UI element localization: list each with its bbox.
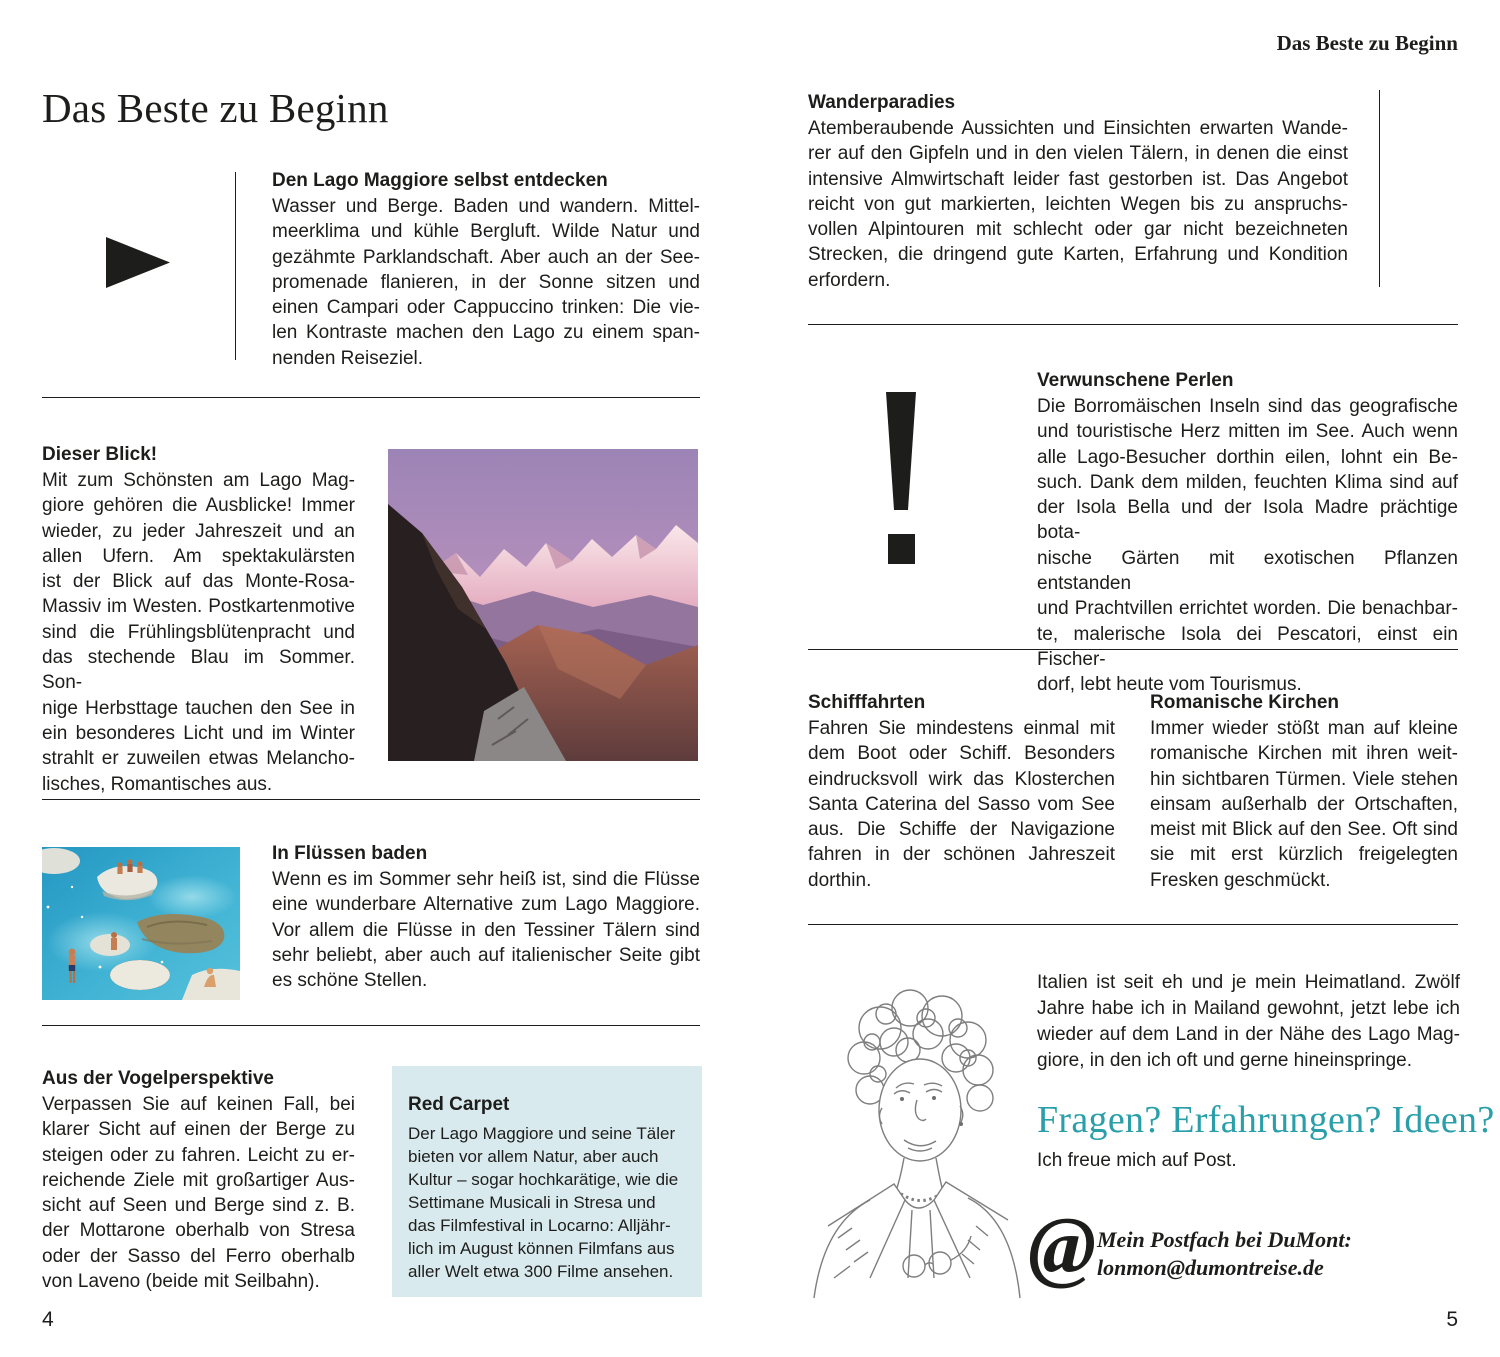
cta-sub: Ich freue mich auf Post. bbox=[1037, 1150, 1237, 1171]
text-line: von Laveno (beide mit Seilbahn). bbox=[42, 1271, 320, 1293]
red-carpet-paragraph bbox=[408, 1122, 686, 1283]
text-line: aus. Die Schiffe der Navigazione bbox=[808, 819, 1115, 841]
text-line: Wasser und Berge. Baden und wandern. Mittel- bbox=[272, 196, 700, 217]
contact-line-2: lonmon@dumontreise.de bbox=[1097, 1255, 1324, 1280]
contact-line-1: Mein Postfach bei DuMont: bbox=[1097, 1227, 1352, 1252]
intro-paragraph bbox=[272, 194, 700, 371]
perlen-heading: Verwunschene Perlen bbox=[1037, 370, 1234, 391]
dieser-blick-heading: Dieser Blick! bbox=[42, 444, 158, 465]
section-rule bbox=[808, 924, 1458, 925]
wanderparadies-section bbox=[808, 90, 1348, 293]
kirchen-section bbox=[1150, 690, 1458, 893]
text-line: len Kontraste machen den Lago zu einem span- bbox=[272, 322, 700, 344]
fluessen-heading: In Flüssen baden bbox=[272, 843, 428, 864]
text-line: sicht auf Seen und Berge sind z. B. bbox=[42, 1195, 355, 1217]
text-line: hin sichtbaren Türmen. Viele stehen bbox=[1150, 768, 1458, 790]
margin-rule bbox=[1379, 90, 1380, 287]
text-line: wieder, zu jeder Jahreszeit und an bbox=[42, 520, 355, 542]
intro-section bbox=[272, 168, 700, 371]
text-line: das Filmfestival in Locarno: Alljähr- bbox=[408, 1216, 671, 1235]
text-line: Mit zum Schönsten am Lago Mag- bbox=[42, 470, 355, 491]
vogelperspektive-paragraph bbox=[42, 1092, 355, 1294]
kirchen-heading: Romanische Kirchen bbox=[1150, 692, 1339, 713]
text-line: Die Borromäischen Inseln sind das geografische bbox=[1037, 396, 1458, 417]
text-line: Fahren Sie mindestens einmal mit bbox=[808, 718, 1115, 739]
text-line: erfordern. bbox=[808, 269, 891, 291]
author-portrait-sketch bbox=[808, 948, 1026, 1300]
section-rule bbox=[42, 1025, 700, 1026]
play-arrow-icon bbox=[106, 237, 170, 288]
page-number-right: 5 bbox=[1446, 1308, 1458, 1331]
text-line: klarer Sicht auf einen der Berge zu bbox=[42, 1119, 355, 1141]
text-line: Massiv im Westen. Postkartenmotive bbox=[42, 596, 355, 618]
text-line: Santa Caterina del Sasso vom See bbox=[808, 793, 1115, 815]
dieser-blick-paragraph bbox=[42, 468, 355, 797]
dieser-blick-section bbox=[42, 442, 355, 797]
text-line: dem Boot oder Schiff. Besonders bbox=[808, 743, 1115, 765]
text-line: vollen Alpintouren mit schlecht oder gar nicht bezeichneten bbox=[808, 219, 1348, 241]
cta-heading: Fragen? Erfahrungen? Ideen? bbox=[1037, 1099, 1495, 1141]
at-icon: @ bbox=[1028, 1200, 1097, 1291]
text-line: lisches, Romantisches aus. bbox=[42, 773, 273, 795]
text-line: Immer wieder stößt man auf kleine bbox=[1150, 718, 1458, 739]
page-number-left: 4 bbox=[42, 1308, 54, 1331]
text-line: Settimane Musicali in Stresa und bbox=[408, 1193, 656, 1212]
text-line: Kultur – sogar hochkarätige, wie die bbox=[408, 1170, 679, 1189]
exclamation-icon bbox=[884, 392, 918, 568]
intro-heading: Den Lago Maggiore selbst entdecken bbox=[272, 170, 608, 191]
kirchen-paragraph bbox=[1150, 716, 1458, 893]
red-carpet-heading: Red Carpet bbox=[408, 1094, 510, 1115]
intro-divider-rule bbox=[235, 172, 236, 360]
vogelperspektive-heading: Aus der Vogelperspektive bbox=[42, 1068, 274, 1089]
text-line: aller Welt etwa 300 Filme ansehen. bbox=[408, 1262, 674, 1281]
text-line: ist der Blick auf das Monte-Rosa- bbox=[42, 571, 355, 593]
text-line: Italien ist seit eh und je mein Heimatland. Zwölf bbox=[1037, 972, 1460, 993]
text-line: allen Ufern. Am spektakulärsten bbox=[42, 545, 355, 567]
schifffahrten-paragraph bbox=[808, 716, 1115, 893]
text-line: Jahre habe ich in Mailand gewohnt, jetzt lebe ich bbox=[1037, 998, 1460, 1019]
contact-block bbox=[1097, 1226, 1352, 1282]
text-line: oder der Sasso del Ferro oberhalb bbox=[42, 1245, 355, 1267]
wanderparadies-paragraph bbox=[808, 116, 1348, 293]
text-line: fahren in der schönen Jahreszeit bbox=[808, 844, 1115, 866]
text-line: giore gehören die Ausblicke! Immer bbox=[42, 495, 355, 517]
text-line: der Isola Bella und der Isola Madre prächtige bota- bbox=[1037, 497, 1458, 544]
text-line: alle Lago-Besucher dorthin eilen, lohnt ein Be- bbox=[1037, 446, 1458, 468]
text-line: sehr beliebt, aber auch auf italienischer Seite gibt bbox=[272, 944, 700, 966]
text-line: intensive Almwirtschaft leider fast gestorben ist. Das Angebot bbox=[808, 168, 1348, 190]
text-line: promenade flanieren, in der Sonne sitzen und bbox=[272, 271, 700, 293]
text-line: giore, in den ich oft und gerne hineinspringe. bbox=[1037, 1050, 1412, 1071]
section-rule bbox=[808, 324, 1458, 325]
text-line: eindrucksvoll wirk das Klosterchen bbox=[808, 768, 1115, 790]
text-line: es schöne Stellen. bbox=[272, 970, 428, 992]
wanderparadies-heading: Wanderparadies bbox=[808, 92, 956, 113]
text-line: Atemberaubende Aussichten und Einsichten erwarten Wande- bbox=[808, 118, 1348, 139]
text-line: Verpassen Sie auf keinen Fall, bei bbox=[42, 1094, 355, 1115]
text-line: Strecken, die dringend gute Karten, Erfahrung und Kondition bbox=[808, 244, 1348, 266]
page-title: Das Beste zu Beginn bbox=[42, 85, 389, 131]
alpenglow-mountain-photo bbox=[388, 449, 698, 761]
text-line: reichende Ziele mit großartiger Aus- bbox=[42, 1169, 355, 1191]
text-line: lich im August können Filmfans aus bbox=[408, 1239, 675, 1258]
text-line: such. Dank dem milden, feuchten Klima sind auf bbox=[1037, 471, 1458, 493]
section-rule bbox=[808, 649, 1458, 650]
text-line: wieder auf dem Land in der Nähe des Lago Mag- bbox=[1037, 1024, 1460, 1045]
text-line: eine wunderbare Alternative zum Lago Maggiore. bbox=[272, 894, 700, 916]
text-line: Der Lago Maggiore und seine Täler bbox=[408, 1124, 676, 1143]
text-line: nenden Reiseziel. bbox=[272, 347, 424, 369]
text-line: einsam außerhalb der Ortschaften, bbox=[1150, 793, 1458, 815]
section-rule bbox=[42, 397, 700, 398]
text-line: bieten vor allem Natur, aber auch bbox=[408, 1147, 659, 1166]
text-line: gezähmte Parklandschaft. Aber auch an der See- bbox=[272, 246, 700, 268]
text-line: dorf, lebt heute vom Tourismus. bbox=[1037, 674, 1302, 696]
red-carpet-box bbox=[392, 1066, 702, 1297]
text-line: strahlt er zuweilen etwas Melancho- bbox=[42, 748, 355, 770]
text-line: einen Campari oder Cappuccino trinken: Die vie- bbox=[272, 297, 700, 319]
text-line: sind die Frühlingsblütenpracht und bbox=[42, 621, 355, 643]
vogelperspektive-section bbox=[42, 1066, 355, 1294]
text-line: ein besonderes Licht und im Winter bbox=[42, 722, 355, 744]
text-line: Vor allem die Flüsse in den Tessiner Tälern sind bbox=[272, 919, 700, 941]
perlen-paragraph bbox=[1037, 394, 1458, 698]
text-line: und Prachtvillen errichtet worden. Die benachbar- bbox=[1037, 598, 1458, 620]
fluessen-section bbox=[272, 841, 700, 993]
author-paragraph bbox=[1037, 970, 1460, 1074]
text-line: und touristische Herz mitten im See. Auch wenn bbox=[1037, 421, 1458, 443]
schifffahrten-section bbox=[808, 690, 1115, 893]
text-line: das stechende Blau im Sommer. Son- bbox=[42, 647, 355, 694]
text-line: Wenn es im Sommer sehr heiß ist, sind die Flüsse bbox=[272, 869, 700, 890]
text-line: meist mit Blick auf den See. Oft sind bbox=[1150, 819, 1458, 841]
text-line: reicht von gut markierten, leichten Wegen bis zu anspruchs- bbox=[808, 193, 1348, 215]
text-line: steigen oder zu fahren. Leicht zu er- bbox=[42, 1144, 355, 1166]
fluessen-paragraph bbox=[272, 867, 700, 993]
section-rule bbox=[42, 799, 700, 800]
text-line: rer auf den Gipfeln und in den vielen Tälern, in denen die einst bbox=[808, 143, 1348, 165]
text-line: Fresken geschmückt. bbox=[1150, 869, 1331, 891]
schifffahrten-heading: Schifffahrten bbox=[808, 692, 926, 713]
text-line: der Mottarone oberhalb von Stresa bbox=[42, 1220, 355, 1242]
river-bathing-photo bbox=[42, 847, 240, 1000]
text-line: dorthin. bbox=[808, 869, 872, 891]
text-line: te, malerische Isola dei Pescatori, einst ein Fischer- bbox=[1037, 623, 1458, 670]
text-line: nische Gärten mit exotischen Pflanzen entstanden bbox=[1037, 547, 1458, 595]
text-line: romanische Kirchen mit ihren weit- bbox=[1150, 743, 1458, 765]
text-line: meerklima und kühle Bergluft. Wilde Natur und bbox=[272, 221, 700, 243]
running-head: Das Beste zu Beginn bbox=[1276, 31, 1458, 55]
text-line: nige Herbsttage tauchen den See in bbox=[42, 697, 355, 719]
text-line: sie mit erst kürzlich freigelegten bbox=[1150, 844, 1458, 866]
